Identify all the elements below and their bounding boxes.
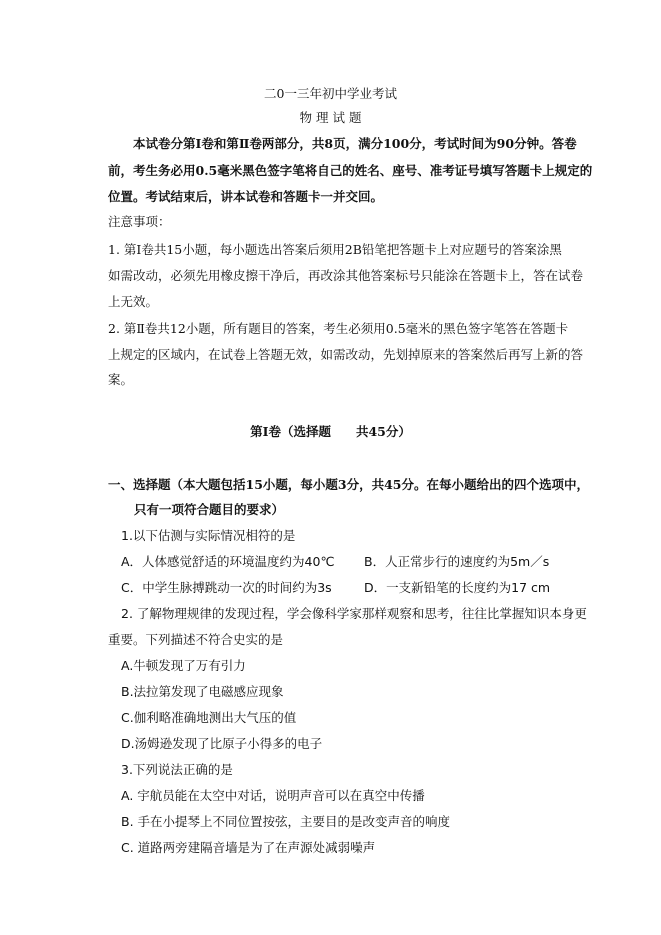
note-line-4: 2. 第Ⅱ卷共12小题，所有题目的答案，考生必须用0.5毫米的黑色签字笔答在答题卡 [108,321,569,336]
q1-stem: 1.以下估测与实际情况相符的是 [121,528,296,543]
q2-stem-line-1: 2. 了解物理规律的发现过程，学会像科学家那样观察和思考，往往比掌握知识本身更 [121,606,587,621]
subject-title: 物 理 试 题 [299,110,362,125]
part-one-line-1: 一、选择题（本大题包括15小题，每小题3分，共45分。在每小题给出的四个选项中， [108,477,589,492]
q1-option-c: C．中学生脉搏跳动一次的时间约为3s [121,580,332,595]
q2-option-c: C.伽利略准确地测出大气压的值 [121,710,297,725]
note-line-5: 上规定的区域内，在试卷上答题无效，如需改动，先划掉原来的答案然后再写上新的答 [108,347,584,362]
intro-line-1: 本试卷分第Ⅰ卷和第Ⅱ卷两部分，共8页，满分100分，考试时间为90分钟。答卷 [133,136,577,151]
note-line-3: 上无效。 [108,294,159,309]
section-title: 第Ⅰ卷（选择题 共45分） [250,424,411,439]
notes-title: 注意事项： [108,214,171,229]
note-line-2: 如需改动，必须先用橡皮擦干净后，再改涂其他答案标号只能涂在答题卡上，答在试卷 [108,268,584,283]
q3-option-a: A. 宇航员能在太空中对话，说明声音可以在真空中传播 [121,788,425,803]
q1-option-a: A．人体感觉舒适的环境温度约为40℃ [121,554,335,569]
intro-line-3: 位置。考试结束后，讲本试卷和答题卡一并交回。 [108,189,384,204]
q1-option-b: B．人正常步行的速度约为5m／s [364,554,550,569]
q2-option-d: D.汤姆逊发现了比原子小得多的电子 [121,736,323,751]
q1-option-d: D．一支新铅笔的长度约为17 cm [364,580,551,595]
note-line-6: 案。 [108,372,134,387]
q2-option-a: A.牛顿发现了万有引力 [121,658,246,673]
part-one-line-2: 只有一项符合题目的要求） [134,502,285,517]
q3-option-c: C. 道路两旁建隔音墙是为了在声源处减弱噪声 [121,840,376,855]
exam-title: 二0一三年初中学业考试 [264,86,397,101]
q2-option-b: B.法拉第发现了电磁感应现象 [121,684,284,699]
q3-option-b: B. 手在小提琴上不同位置按弦，主要目的是改变声音的响度 [121,814,451,829]
q2-stem-line-2: 重要。下列描述不符合史实的是 [108,632,284,647]
q3-stem: 3.下列说法正确的是 [121,762,233,777]
intro-line-2: 前，考生务必用0.5毫米黑色签字笔将自己的姓名、座号、准考证号填写答题卡上规定的 [108,163,593,178]
note-line-1: 1. 第Ⅰ卷共15小题，每小题选出答案后须用2B铅笔把答题卡上对应题号的答案涂黑 [108,242,562,257]
